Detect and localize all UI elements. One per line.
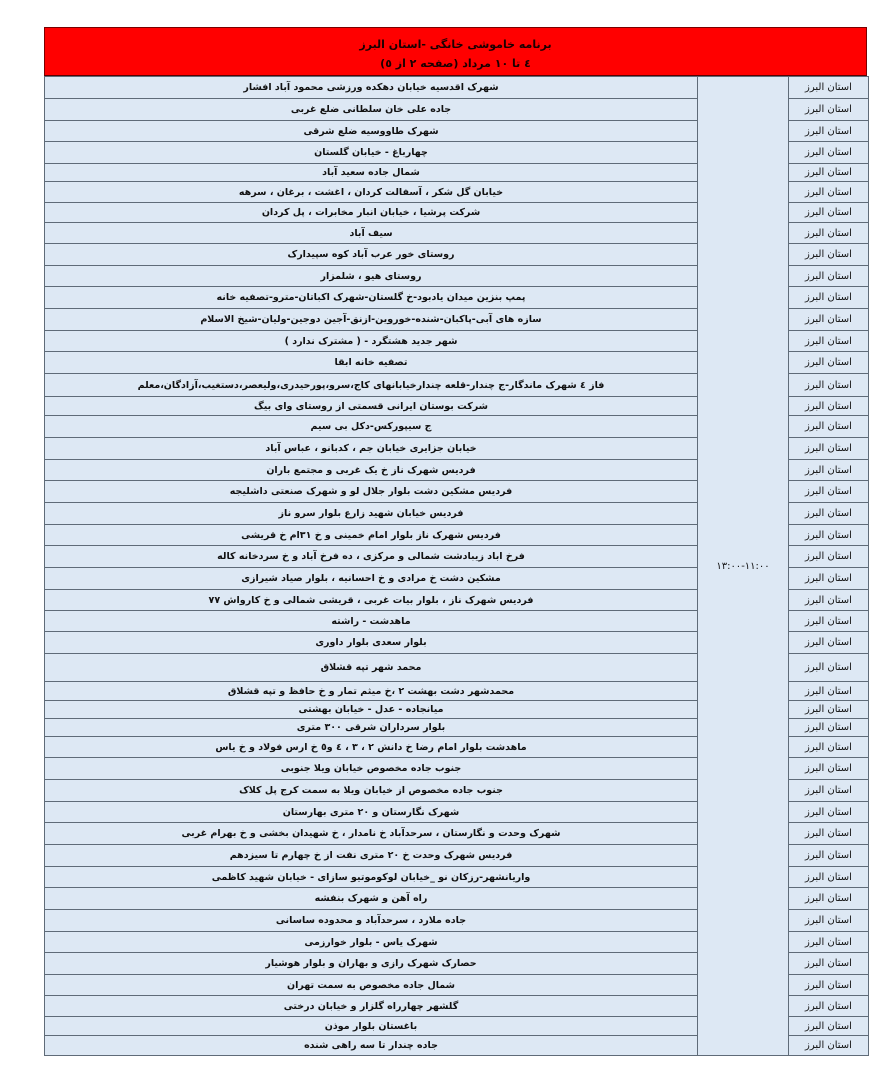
schedule-title: برنامه خاموشی خانگی -استان البرز [359, 38, 552, 51]
location-cell: جنوب جاده مخصوص خیابان ویلا جنوبی [45, 758, 698, 780]
location-cell: خیابان جزایری خیابان جم ، کدبانو ، عباس آباد [45, 438, 698, 460]
location-cell: خیابان گل شکر ، آسفالت کردان ، اغشت ، برغان ، سرهه [45, 182, 698, 203]
location-cell: محمد شهر تپه قشلاق [45, 654, 698, 682]
location-cell: شرکت بوستان ایرانی قسمتی از روستای وای بیگ [45, 397, 698, 416]
province-cell: استان البرز [789, 203, 869, 223]
location-cell: محمدشهر دشت بهشت ٢ ،خ میثم تمار و خ حافظ و تپه قشلاق [45, 682, 698, 701]
province-cell: استان البرز [789, 416, 869, 438]
province-cell: استان البرز [789, 525, 869, 546]
location-cell: ماهدشت بلوار امام رضا خ دانش ٢ ، ٣ ، ٤ و٥ خ ارس فولاد و خ یاس [45, 737, 698, 758]
time-slot-cell: ١١:٠٠-١٣:٠٠ [698, 77, 789, 1056]
location-cell: ماهدشت - راشته [45, 611, 698, 632]
location-cell: بلوار سعدی بلوار داوری [45, 632, 698, 654]
province-cell: استان البرز [789, 503, 869, 525]
location-cell: فردیس شهرک ناز ، بلوار بیات غربی ، قریشی شمالی و خ کارواش ٧٧ [45, 590, 698, 611]
province-cell: استان البرز [789, 682, 869, 701]
location-cell: جاده چندار تا سه راهی شنده [45, 1036, 698, 1056]
province-cell: استان البرز [789, 266, 869, 287]
location-cell: شمال جاده سعید آباد [45, 164, 698, 182]
location-cell: جنوب جاده مخصوص از خیابان ویلا به سمت کرج پل کلاک [45, 780, 698, 802]
location-cell: راه آهن و شهرک بنفشه [45, 888, 698, 910]
province-cell: استان البرز [789, 121, 869, 142]
province-cell: استان البرز [789, 460, 869, 481]
province-cell: استان البرز [789, 287, 869, 309]
location-cell: شرکت پرشیا ، خیابان انبار مخابرات ، پل کردان [45, 203, 698, 223]
province-cell: استان البرز [789, 888, 869, 910]
location-cell: واریانشهر-رزکان نو _خیابان لوکوموتیو سازای - خیابان شهید کاظمی [45, 867, 698, 888]
location-cell: چهارباغ - خیابان گلستان [45, 142, 698, 164]
location-cell: مشکین دشت خ مرادی و خ احسانیه ، بلوار صیاد شیرازی [45, 568, 698, 590]
table-row [45, 77, 869, 99]
location-cell: فردیس شهرک وحدت خ ٢٠ متری نفت از خ چهارم تا سیزدهم [45, 845, 698, 867]
province-cell: استان البرز [789, 438, 869, 460]
location-cell: روستای هیو ، شلمزار [45, 266, 698, 287]
province-cell: استان البرز [789, 910, 869, 932]
province-cell: استان البرز [789, 953, 869, 975]
location-cell: شهرک یاس - بلوار خوارزمی [45, 932, 698, 953]
province-cell: استان البرز [789, 802, 869, 823]
province-cell: استان البرز [789, 780, 869, 802]
location-cell: فردیس خیابان شهید زارع بلوار سرو ناز [45, 503, 698, 525]
province-cell: استان البرز [789, 77, 869, 99]
province-cell: استان البرز [789, 397, 869, 416]
province-cell: استان البرز [789, 758, 869, 780]
schedule-table [44, 76, 869, 1056]
location-cell: بلوار سرداران شرقی ٣٠٠ متری [45, 719, 698, 737]
location-cell: شمال جاده مخصوص به سمت تهران [45, 975, 698, 996]
province-cell: استان البرز [789, 867, 869, 888]
location-cell: شهرک وحدت و نگارستان ، سرحدآباد خ نامدار ، خ شهیدان بخشی و خ بهرام غربی [45, 823, 698, 845]
location-cell: فردیس شهرک ناز بلوار امام خمینی و خ ٣١ام خ قریشی [45, 525, 698, 546]
location-cell: تصفیه خانه ابقا [45, 352, 698, 374]
schedule-subtitle: ٤ تا ١٠ مرداد (صفحه ٢ از ٥) [380, 57, 531, 70]
location-cell: حصارک شهرک رازی و بهاران و بلوار هوشیار [45, 953, 698, 975]
province-cell: استان البرز [789, 164, 869, 182]
location-cell: سیف آباد [45, 223, 698, 244]
province-cell: استان البرز [789, 546, 869, 568]
location-cell: ج سیپورکس-دکل بی سیم [45, 416, 698, 438]
province-cell: استان البرز [789, 932, 869, 953]
location-cell: شهرک اقدسیه خیابان دهکده ورزشی محمود آباد افشار [45, 77, 698, 99]
province-cell: استان البرز [789, 845, 869, 867]
outage-schedule-sheet [44, 27, 867, 1056]
province-cell: استان البرز [789, 244, 869, 266]
province-cell: استان البرز [789, 223, 869, 244]
location-cell: پمپ بنزین میدان یادبود-خ گلستان-شهرک اکباتان-مترو-تصفیه خانه [45, 287, 698, 309]
province-cell: استان البرز [789, 182, 869, 203]
province-cell: استان البرز [789, 701, 869, 719]
schedule-table-body [45, 77, 869, 1056]
province-cell: استان البرز [789, 590, 869, 611]
location-cell: شهرک نگارستان و ٢٠ متری بهارستان [45, 802, 698, 823]
location-cell: باغستان بلوار موذن [45, 1017, 698, 1036]
location-cell: فردیس مشکین دشت بلوار جلال لو و شهرک صنعتی داشلیجه [45, 481, 698, 503]
location-cell: شهر جدید هشتگرد - ( مشترک ندارد ) [45, 331, 698, 352]
location-cell: جاده علی خان سلطانی ضلع غربی [45, 99, 698, 121]
province-cell: استان البرز [789, 996, 869, 1017]
province-cell: استان البرز [789, 568, 869, 590]
province-cell: استان البرز [789, 737, 869, 758]
province-cell: استان البرز [789, 481, 869, 503]
province-cell: استان البرز [789, 1017, 869, 1036]
province-cell: استان البرز [789, 99, 869, 121]
schedule-header [44, 27, 867, 76]
province-cell: استان البرز [789, 352, 869, 374]
province-cell: استان البرز [789, 374, 869, 397]
location-cell: سازه های آبی-پاکبان-شنده-خوروین-ازنق-آجین دوجین-ولیان-شیخ الاسلام [45, 309, 698, 331]
province-cell: استان البرز [789, 611, 869, 632]
province-cell: استان البرز [789, 331, 869, 352]
province-cell: استان البرز [789, 309, 869, 331]
location-cell: میانجاده - عدل - خیابان بهشتی [45, 701, 698, 719]
location-cell: فاز ٤ شهرک ماندگار-ج چندار-قلعه چندارخیابانهای کاج،سرو،پورحیدری،ولیعصر،دستغیب،آزادگان،معلم [45, 374, 698, 397]
province-cell: استان البرز [789, 632, 869, 654]
province-cell: استان البرز [789, 975, 869, 996]
province-cell: استان البرز [789, 719, 869, 737]
province-cell: استان البرز [789, 823, 869, 845]
location-cell: روستای خور عرب آباد کوه سپیدارک [45, 244, 698, 266]
province-cell: استان البرز [789, 142, 869, 164]
province-cell: استان البرز [789, 654, 869, 682]
location-cell: گلشهر چهارراه گلزار و خیابان درختی [45, 996, 698, 1017]
location-cell: جاده ملارد ، سرحدآباد و محدوده ساسانی [45, 910, 698, 932]
location-cell: شهرک طاووسیه ضلع شرقی [45, 121, 698, 142]
location-cell: فردیس شهرک ناز خ یک غربی و مجتمع باران [45, 460, 698, 481]
province-cell: استان البرز [789, 1036, 869, 1056]
location-cell: فرخ اباد زیبادشت شمالی و مرکزی ، ده فرخ آباد و خ سردخانه کاله [45, 546, 698, 568]
